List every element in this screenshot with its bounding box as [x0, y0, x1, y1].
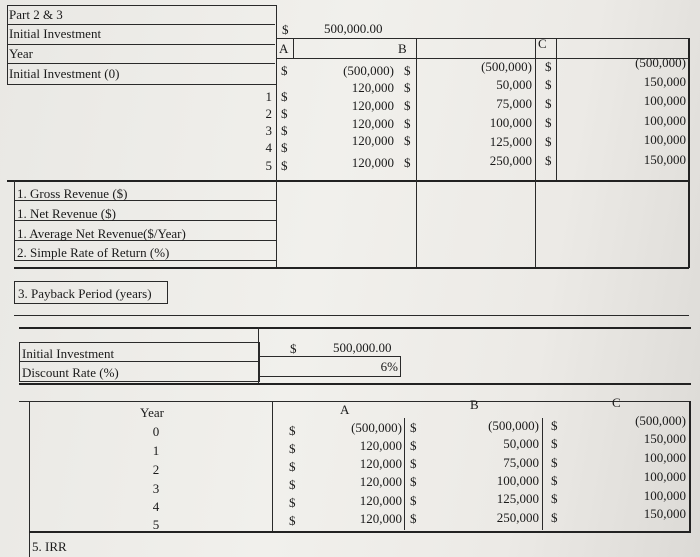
dollar-sign: $ [289, 495, 296, 510]
lower-c-value: (500,000) [635, 413, 686, 428]
label-year: Year [9, 46, 33, 61]
label-irr: 5. IRR [32, 539, 67, 554]
grid-line [19, 327, 691, 329]
lower-a-value: 120,000 [359, 438, 402, 453]
label-lower-initial-investment: Initial Investment [22, 346, 115, 361]
top-c-value: 100,000 [643, 93, 686, 108]
lower-b-value: 125,000 [496, 491, 539, 506]
grid-line [29, 531, 691, 533]
grid-line [7, 180, 689, 182]
grid-line [19, 401, 691, 402]
top-a-value: 120,000 [351, 155, 394, 170]
grid-line [258, 356, 401, 357]
lower-a-value: 120,000 [359, 493, 402, 508]
lower-a-value: (500,000) [351, 420, 402, 435]
dollar-sign: $ [551, 455, 558, 470]
grid-line [258, 327, 259, 383]
dollar-sign: $ [545, 153, 552, 168]
dollar-sign: $ [410, 493, 417, 508]
grid-line [416, 180, 417, 268]
dollar-sign: $ [410, 456, 417, 471]
dollar-sign: $ [281, 123, 288, 138]
dollar-sign: $ [404, 63, 411, 78]
label-simple-rate-of-return: 2. Simple Rate of Return (%) [17, 245, 170, 260]
year-header: Year [140, 405, 164, 420]
lower-year: 3 [152, 481, 160, 496]
dollar-sign: $ [410, 420, 417, 435]
lower-year: 2 [152, 462, 160, 477]
dollar-sign: $ [281, 106, 288, 121]
col-header-a: A [279, 41, 289, 56]
grid-line [404, 418, 405, 530]
lower-col-header-c: C [612, 395, 621, 410]
grid-line [276, 180, 277, 268]
dollar-sign: $ [404, 133, 411, 148]
grid-line [19, 361, 258, 362]
top-a-value: (500,000) [343, 63, 394, 78]
dollar-sign: $ [281, 140, 288, 155]
label-average-net-revenue: 1. Average Net Revenue($/Year) [17, 226, 186, 241]
grid-line [7, 63, 275, 64]
grid-line [535, 38, 536, 180]
dollar-sign: $ [404, 98, 411, 113]
dollar-sign: $ [289, 477, 296, 492]
lower-c-value: 150,000 [643, 431, 686, 446]
lower-col-header-a: A [340, 402, 350, 417]
lower-b-value: (500,000) [488, 418, 539, 433]
investment-amount: 500,000.00 [324, 21, 383, 36]
grid-line [293, 38, 294, 58]
dollar-sign: $ [289, 513, 296, 528]
top-a-value: 120,000 [351, 116, 394, 131]
dollar-sign: $ [545, 96, 552, 111]
grid-line [14, 315, 689, 316]
dollar-sign: $ [551, 436, 558, 451]
top-a-value: 120,000 [351, 80, 394, 95]
dollar-sign: $ [551, 491, 558, 506]
top-a-value: 120,000 [351, 133, 394, 148]
top-b-value: 100,000 [489, 115, 532, 130]
dollar-sign: $ [410, 511, 417, 526]
label-discount-rate: Discount Rate (%) [22, 365, 119, 380]
lower-b-value: 250,000 [496, 510, 539, 525]
dollar-sign: $ [551, 418, 558, 433]
lower-col-header-b: B [470, 397, 479, 412]
dollar-sign: $ [289, 423, 296, 438]
lower-c-value: 100,000 [643, 469, 686, 484]
dollar-sign: $ [545, 77, 552, 92]
lower-b-value: 75,000 [503, 455, 539, 470]
lower-c-value: 100,000 [643, 450, 686, 465]
dollar-sign: $ [551, 473, 558, 488]
grid-line [688, 38, 690, 268]
lower-year: 5 [152, 517, 160, 532]
dollar-sign: $ [289, 441, 296, 456]
dollar-sign: $ [404, 155, 411, 170]
grid-line [29, 401, 30, 557]
dollar-sign: $ [545, 59, 552, 74]
top-b-value: 250,000 [489, 153, 532, 168]
dollar-sign: $ [281, 89, 288, 104]
year-5: 5 [265, 158, 272, 173]
top-a-value: 120,000 [351, 98, 394, 113]
dollar-sign: $ [282, 22, 289, 37]
label-payback-period: 3. Payback Period (years) [18, 286, 152, 301]
grid-line [689, 401, 691, 531]
grid-line [7, 24, 275, 25]
lower-investment-amount: 500,000.00 [333, 340, 392, 355]
lower-year: 0 [152, 424, 160, 439]
year-4: 4 [265, 140, 272, 155]
grid-line [19, 383, 691, 385]
grid-line [556, 38, 557, 180]
lower-a-value: 120,000 [359, 511, 402, 526]
lower-b-value: 50,000 [503, 436, 539, 451]
grid-line [258, 376, 401, 377]
top-b-value: 125,000 [489, 134, 532, 149]
top-c-value: 150,000 [643, 152, 686, 167]
grid-line [14, 267, 689, 269]
dollar-sign: $ [290, 341, 297, 356]
grid-line [276, 38, 689, 39]
label-net-revenue: 1. Net Revenue ($) [17, 206, 116, 221]
top-c-value: (500,000) [635, 55, 686, 70]
top-c-value: 100,000 [643, 113, 686, 128]
grid-line [416, 38, 417, 180]
lower-c-value: 100,000 [643, 488, 686, 503]
dollar-sign: $ [545, 115, 552, 130]
lower-year: 4 [152, 499, 160, 514]
col-header-c: C [538, 36, 547, 51]
grid-line [400, 356, 401, 376]
top-c-value: 100,000 [643, 132, 686, 147]
top-b-value: 50,000 [496, 77, 532, 92]
grid-line [276, 20, 277, 180]
dollar-sign: $ [404, 80, 411, 95]
grid-line [14, 260, 276, 261]
year-3: 3 [265, 123, 272, 138]
lower-b-value: 100,000 [496, 473, 539, 488]
dollar-sign: $ [281, 158, 288, 173]
dollar-sign: $ [410, 438, 417, 453]
label-initial-investment-0: Initial Investment (0) [9, 66, 120, 81]
lower-c-value: 150,000 [643, 506, 686, 521]
year-2: 2 [265, 106, 272, 121]
dollar-sign: $ [410, 474, 417, 489]
col-header-b: B [398, 41, 407, 56]
year-1: 1 [265, 89, 272, 104]
dollar-sign: $ [281, 63, 288, 78]
top-b-value: 75,000 [496, 96, 532, 111]
grid-line [272, 401, 273, 531]
grid-line [7, 44, 275, 45]
discount-rate-value: 6% [380, 359, 398, 374]
grid-line [535, 180, 536, 268]
top-c-value: 150,000 [643, 74, 686, 89]
label-gross-revenue: 1. Gross Revenue ($) [17, 186, 128, 201]
grid-line [542, 418, 543, 530]
label-initial-investment: Initial Investment [9, 26, 102, 41]
lower-a-value: 120,000 [359, 456, 402, 471]
dollar-sign: $ [551, 510, 558, 525]
top-b-value: (500,000) [481, 59, 532, 74]
lower-year: 1 [152, 443, 160, 458]
dollar-sign: $ [545, 134, 552, 149]
dollar-sign: $ [289, 459, 296, 474]
dollar-sign: $ [404, 116, 411, 131]
lower-a-value: 120,000 [359, 474, 402, 489]
part-title: Part 2 & 3 [9, 7, 63, 22]
